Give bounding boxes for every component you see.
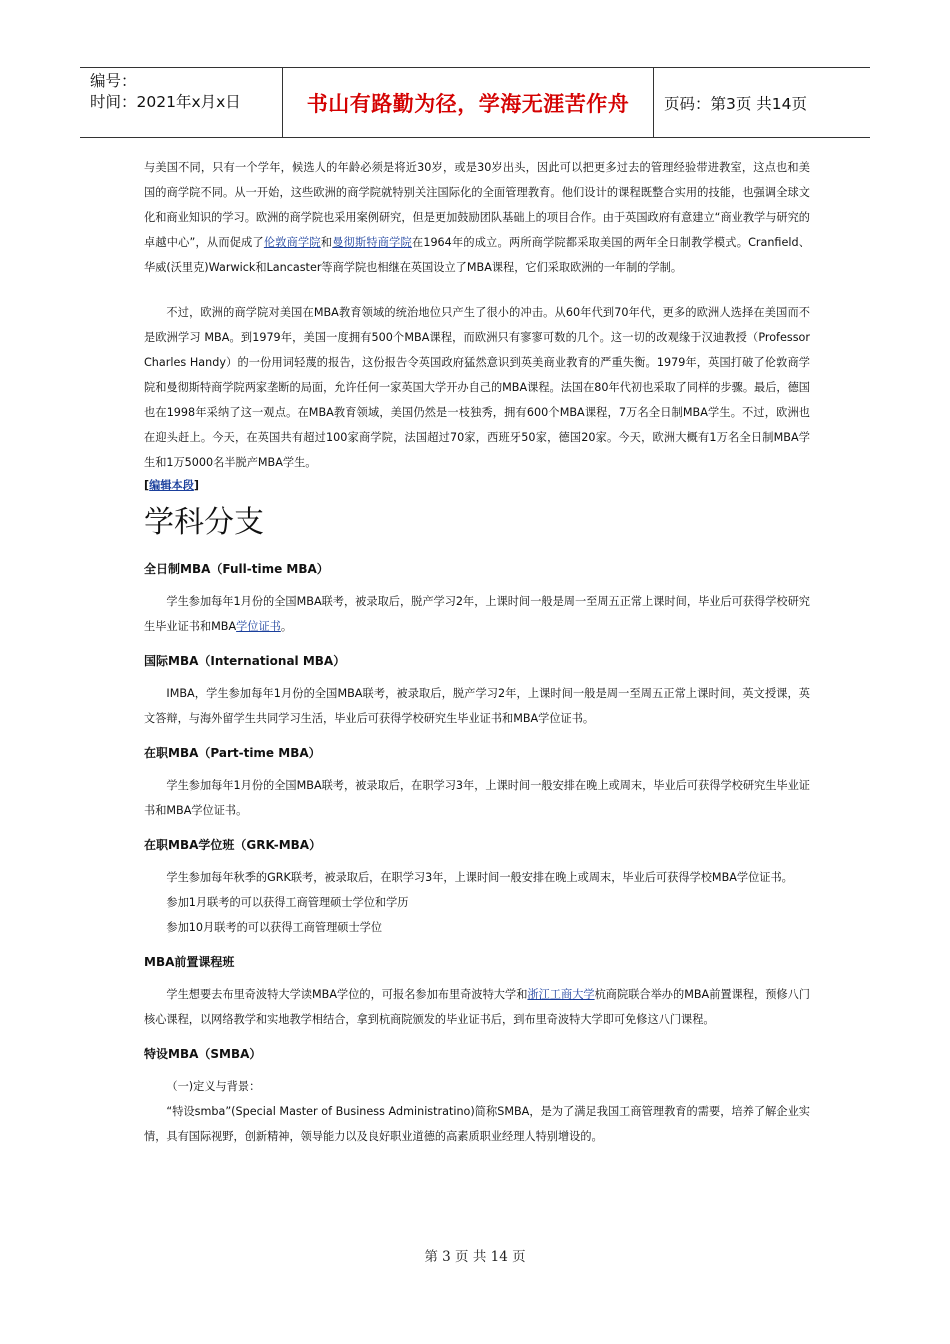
intro-text: 与美国不同，只有一个学年，候选人的年龄必须是将近30岁，或是30岁出头，因此可以把更多过去的管理经验带进教室，这点也和美国的商学院不同。从一开始，这些欧洲的商学院就特别关注国际化的全面管理教育。他们设计的课程既整合实用的技能，也强调全球文化和商业知识的学习。欧洲的商学院也采用案例研究，但是更加鼓励团队基础上的项目合作。由于英国政府有意建立“商业教学与研究的卓越中心”，从而促成了: [144, 161, 810, 249]
header-page-label: 页码：第3页 共14页: [664, 94, 808, 113]
header-meta: [80, 68, 282, 137]
parttime-text: 学生参加每年1月份的全国MBA联考，被录取后，在职学习3年，上课时间一般安排在晚上或周末，毕业后可获得学校研究生毕业证书和MBA学位证书。: [144, 779, 810, 817]
document-date-label: 时间：2021年x月x日: [90, 93, 241, 111]
prep-text-continued: 杭商院联合举办的MBA前置课程，预修八门核心课程，以网络教学和实地教学相结合，拿到杭商院颁发的毕业证书后，到布里奇波特大学即可免修这八门课程。: [144, 988, 810, 1026]
document-number-label: 编号：: [90, 72, 137, 90]
prep-title: MBA前置课程班: [144, 955, 235, 969]
prep-text-body: 学生想要去布里奇波特大学读MBA学位的，可报名参加布里奇波特大学和: [166, 988, 528, 1001]
page-footer: 第 3 页 共 14 页: [424, 1249, 526, 1265]
intro-paragraph-1: [144, 155, 810, 280]
prep-text: [144, 982, 810, 1032]
grk-title: 在职MBA学位班（GRK-MBA）: [144, 838, 322, 852]
parttime-title: 在职MBA（Part-time MBA）: [144, 746, 321, 760]
smba-title: 特设MBA（SMBA）: [144, 1047, 262, 1061]
document-body: [144, 155, 810, 1149]
header-motto: 书山有路勤为径，学海无涯苦作舟: [282, 68, 654, 137]
grk-text: 学生参加每年秋季的GRK联考，被录取后，在职学习3年，上课时间一般安排在晚上或周末，毕业后可获得学校MBA学位证书。: [166, 871, 793, 884]
edit-section: [144, 477, 810, 495]
fulltime-title: 全日制MBA（Full-time MBA）: [144, 562, 329, 576]
international-title: 国际MBA（International MBA）: [144, 654, 346, 668]
london-business-school-link[interactable]: 伦敦商学院: [263, 236, 321, 249]
section-heading: 学科分支: [144, 505, 264, 540]
fulltime-text: [144, 589, 810, 639]
intro-paragraph-2: 不过，欧洲的商学院对美国在MBA教育领域的统治地位只产生了很小的冲击。从60年代到70年代，更多的欧洲人选择在美国而不是欧洲学习 MBA。到1979年，美国一度拥有500个MBA课程，而欧洲只有寥寥可数的几个。这一切的改观缘于汉迪教授（Professor Charles Handy）的一份用词轻蔑的报告，这份报告令英国政府猛然意识到英美商业教育的严重失衡。1979年，英国打破了伦敦商学院和曼彻斯特商学院两家垄断的局面，允许任何一家英国大学开办自己的MBA课程。法国在80年代初也采取了同样的步骤。最后，德国也在1998年采纳了这一观点。在MBA教育领域，美国仍然是一枝独秀，拥有600个MBA课程，7万名全日制MBA学生。不过，欧洲也在迎头赶上。今天，在英国共有超过100家商学院，法国超过70家，西班牙50家，德国20家。今天，欧洲大概有1万名全日制MBA学生和1万5000名半脱产MBA学生。: [144, 306, 810, 469]
intro-text-continued: 在1964年的成立。两所商学院都采取美国的两年全日制教学模式。Cranfield、 华威(沃里克)Warwick和Lancaster等商学院也相继在英国设立了MBA课程，它们采取欧洲的一年制的学制。: [144, 236, 810, 274]
manchester-business-school-link[interactable]: 曼彻斯特商学院: [332, 236, 412, 249]
fulltime-text-body: 学生参加每年1月份的全国MBA联考，被录取后，脱产学习2年，上课时间一般是周一至周五正常上课时间，毕业后可获得学校研究生毕业证书和MBA: [144, 595, 810, 633]
intro-conjunction: 和: [320, 236, 333, 249]
edit-bracket-close: ]: [193, 479, 200, 492]
smba-text: “特设smba”(Special Master of Business Administratino)简称SMBA，是为了满足我国工商管理教育的需要，培养了解企业实情，具有国际视野，创新精神，领导能力以及良好职业道德的高素质职业经理人特别增设的。: [144, 1105, 810, 1143]
grk-line-2: 参加10月联考的可以获得工商管理硕士学位: [166, 921, 383, 934]
fulltime-text-end: 。: [280, 620, 293, 633]
international-text: IMBA，学生参加每年1月份的全国MBA联考，被录取后，脱产学习2年，上课时间一般是周一至周五正常上课时间，英文授课，英文答辩，与海外留学生共同学习生活，毕业后可获得学校研究生毕业证书和MBA学位证书。: [144, 687, 810, 725]
zhejiang-gongshang-university-link[interactable]: 浙江工商大学: [527, 988, 595, 1001]
edit-bracket-open: [: [144, 479, 150, 492]
smba-definition-heading: （一)定义与背景：: [166, 1080, 261, 1093]
degree-certificate-link[interactable]: 学位证书: [236, 620, 281, 633]
edit-section-link[interactable]: 编辑本段: [149, 479, 194, 492]
grk-line-1: 参加1月联考的可以获得工商管理硕士学位和学历: [166, 896, 409, 909]
page-header: [80, 67, 870, 138]
